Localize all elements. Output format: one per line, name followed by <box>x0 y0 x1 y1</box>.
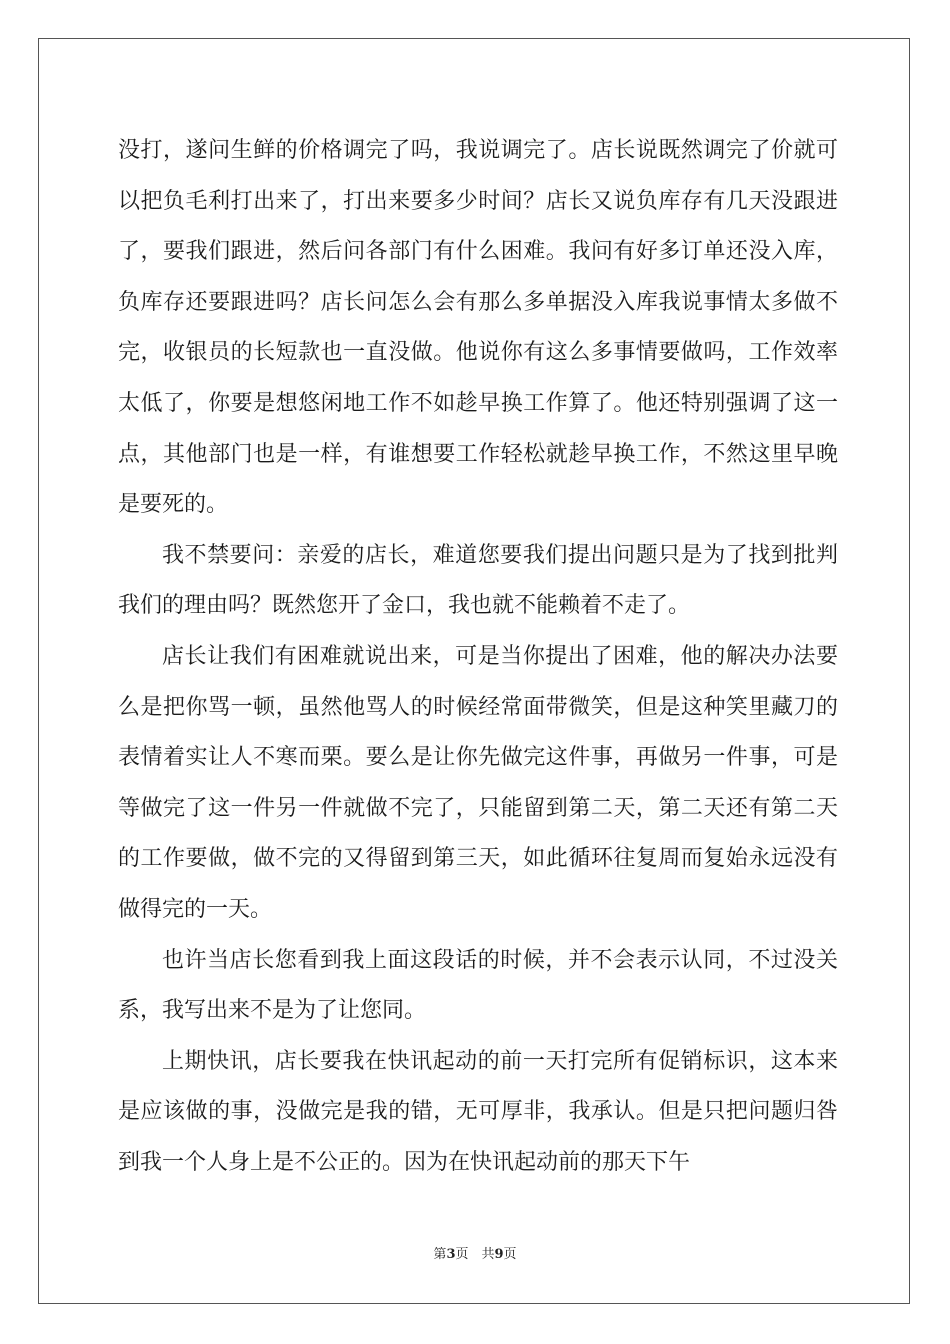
page-footer <box>0 1246 950 1264</box>
paragraph-1: 没打，遂问生鲜的价格调完了吗，我说调完了。店长说既然调完了价就可以把负毛利打出来了，打出来要多少时间？店长又说负库存有几天没跟进了，要我们跟进，然后问各部门有什么困难。我问有好多订单还没入库，负库存还要跟进吗？店长问怎么会有那么多单据没入库我说事情太多做不完，收银员的长短款也一直没做。他说你有这么多事情要做吗，工作效率太低了，你要是想悠闲地工作不如趁早换工作算了。他还特别强调了这一点，其他部门也是一样，有谁想要工作轻松就趁早换工作，不然这里早晚是要死的。 <box>118 138 838 518</box>
paragraph-2: 我不禁要问：亲爱的店长，难道您要我们提出问题只是为了找到批判我们的理由吗？既然您开了金口，我也就不能赖着不走了。 <box>118 542 838 619</box>
footer-total-pages: 9 <box>494 1247 504 1262</box>
footer-page-suffix: 页 共 <box>455 1247 495 1262</box>
footer-page-number: 3 <box>446 1247 456 1262</box>
footer-page-prefix: 第 <box>433 1247 447 1262</box>
paragraph-5: 上期快讯，店长要我在快讯起动的前一天打完所有促销标识，这本来是应该做的事，没做完是我的错，无可厚非，我承认。但是只把问题归咎到我一个人身上是不公正的。因为在快讯起动前的那天下午 <box>118 1048 838 1175</box>
footer-total-suffix: 页 <box>503 1247 517 1262</box>
paragraph-3: 店长让我们有困难就说出来，可是当你提出了困难，他的解决办法要么是把你骂一顿，虽然他骂人的时候经常面带微笑，但是这种笑里藏刀的表情着实让人不寒而栗。要么是让你先做完这件事，再做另一件事，可是等做完了这一件另一件就做不完了，只能留到第二天，第二天还有第二天的工作要做，做不完的又得留到第三天，如此循环往复周而复始永远没有做得完的一天。 <box>118 643 838 922</box>
document-body <box>118 126 838 1188</box>
paragraph-4: 也许当店长您看到我上面这段话的时候，并不会表示认同，不过没关系，我写出来不是为了让您同。 <box>118 947 838 1024</box>
